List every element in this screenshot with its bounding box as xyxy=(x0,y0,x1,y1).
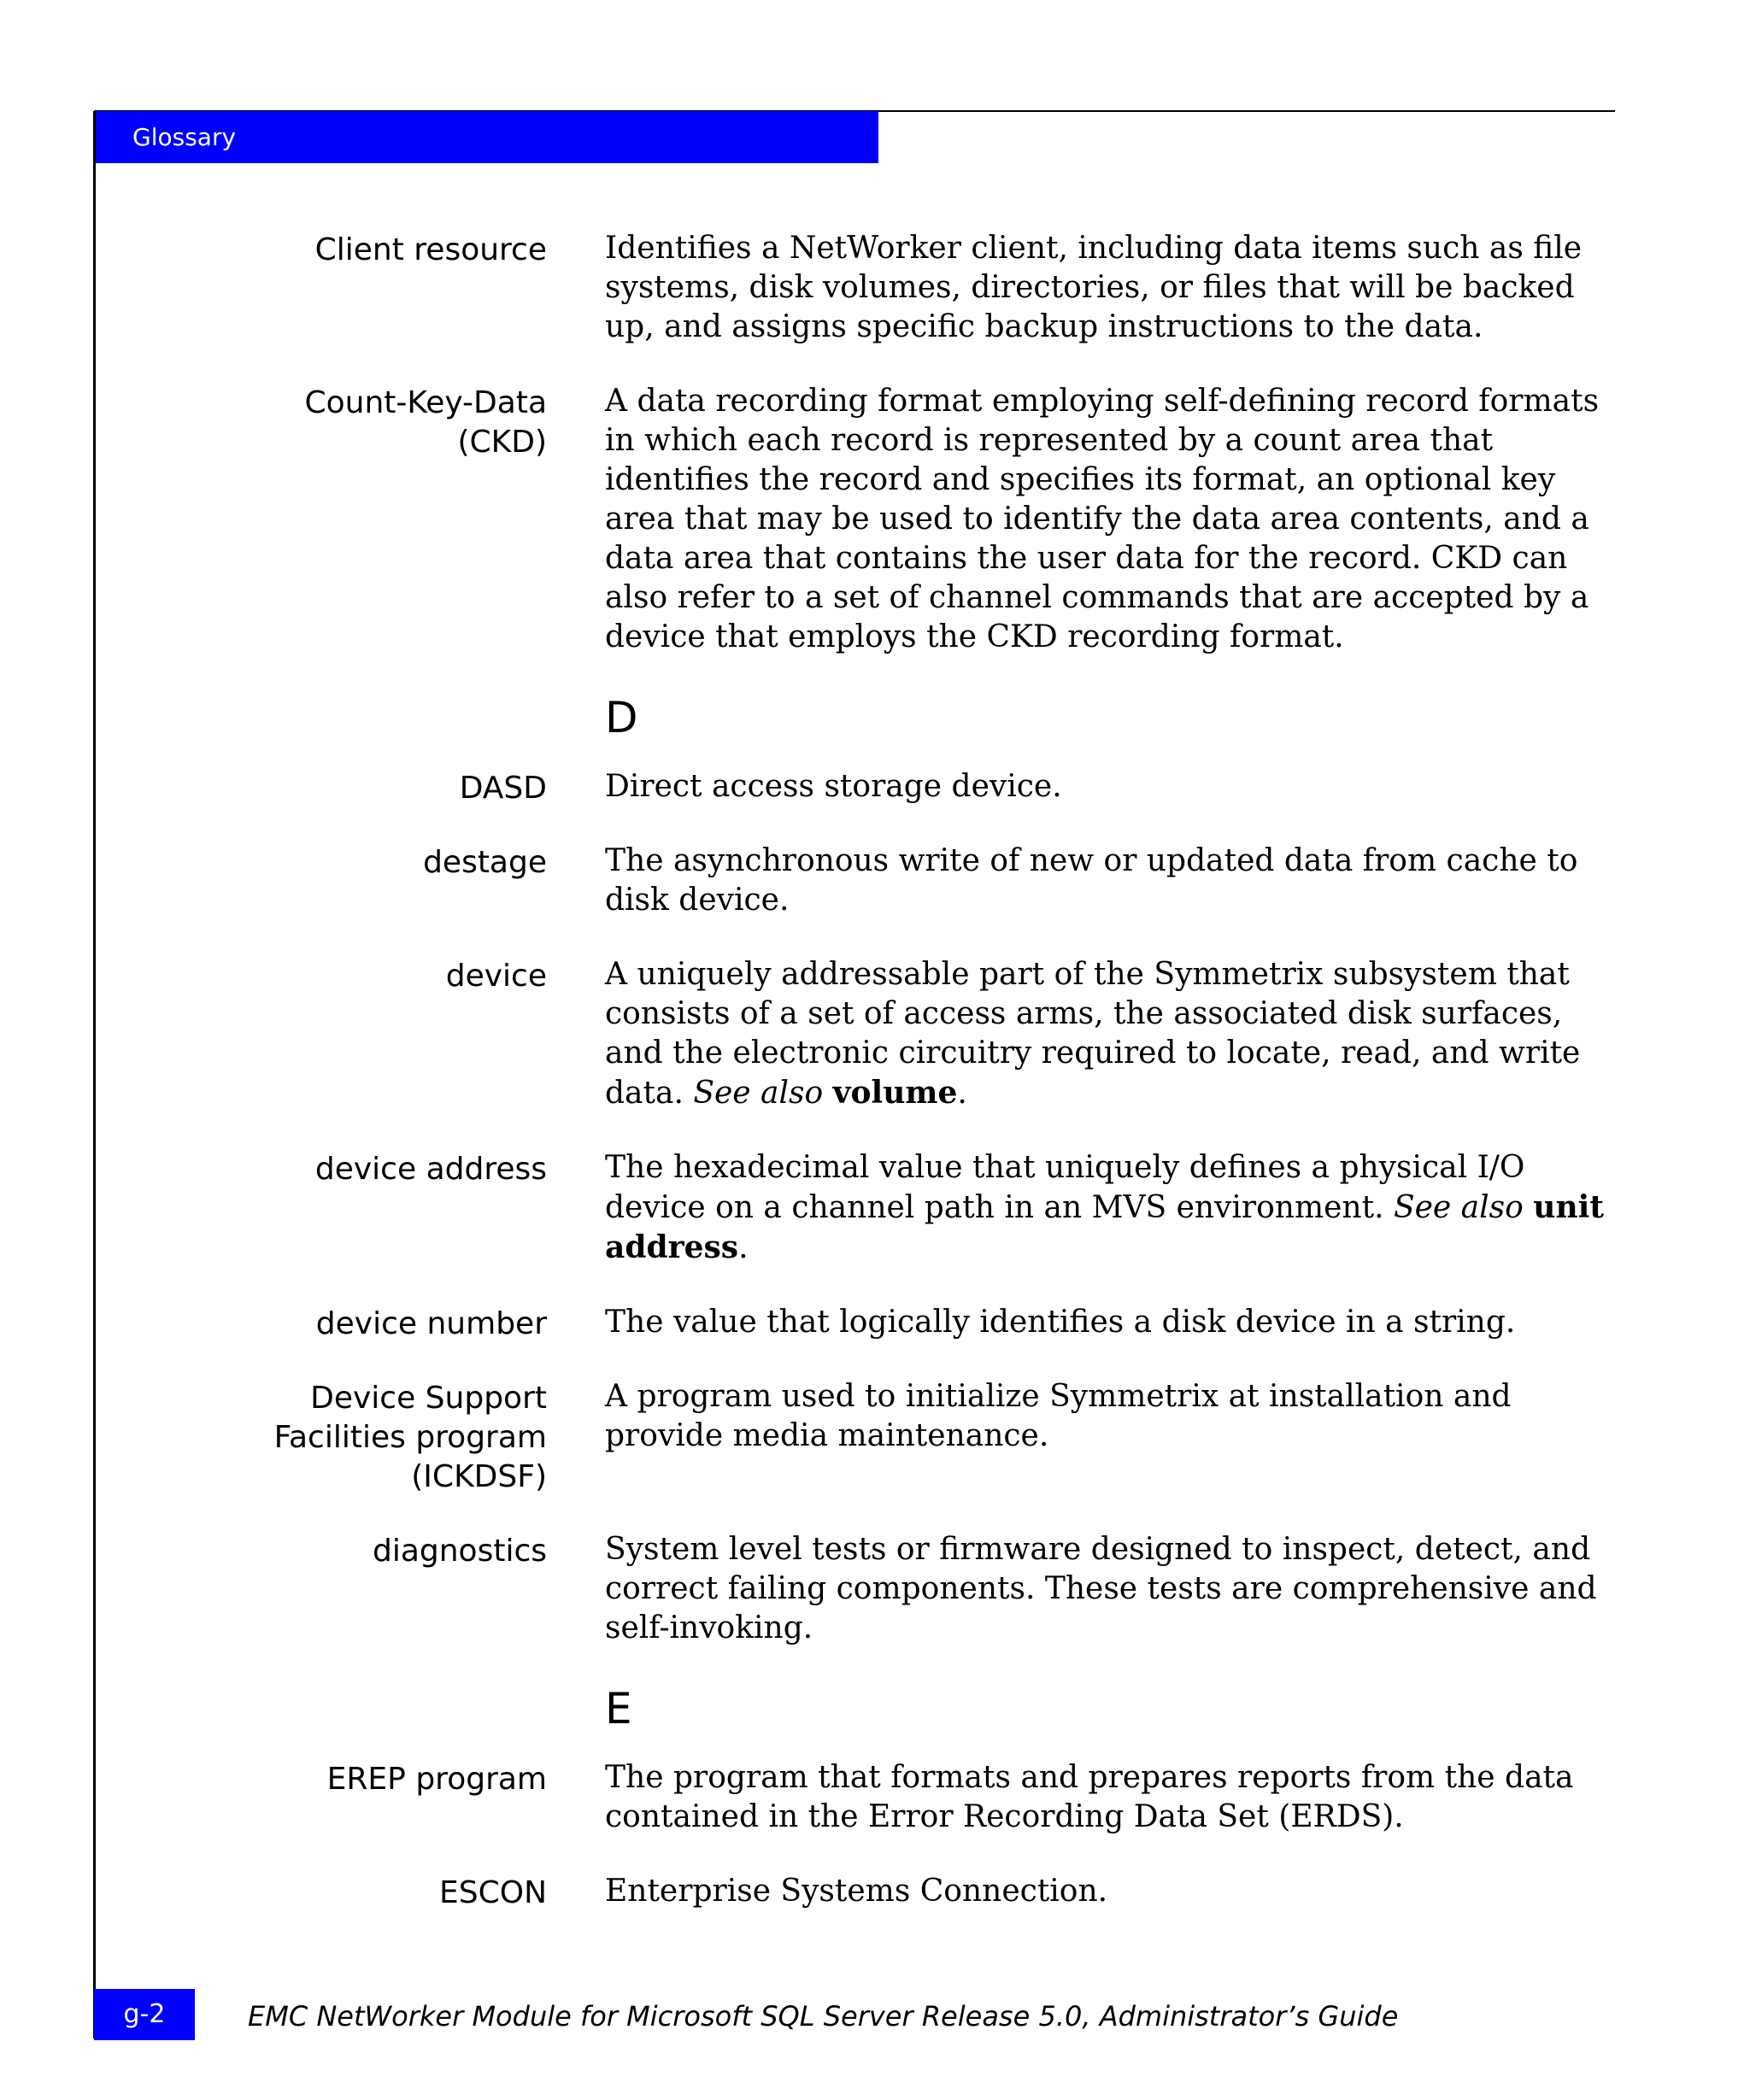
definition-text: The hexadecimal value that uniquely defines a physical I/O device on a channel path in an MVS environment. xyxy=(605,1150,1525,1225)
glossary-definition: Identifies a NetWorker client, including data items such as file systems, disk volumes, directories, or files that will be backed up, and assigns specific backup instructions to the data. xyxy=(605,231,1583,344)
glossary-term: destage xyxy=(423,845,547,880)
glossary-definition: The value that logically identifies a disk device in a string. xyxy=(605,1305,1516,1340)
cross-reference: volume xyxy=(832,1075,958,1111)
glossary-definition xyxy=(605,1148,1605,1268)
glossary-entry-dasd xyxy=(0,767,1750,807)
glossary-term xyxy=(305,384,547,462)
glossary-term: DASD xyxy=(459,771,547,806)
definition-end: . xyxy=(957,1076,967,1111)
glossary-entry-erep xyxy=(0,1758,1750,1837)
page-number: g-2 xyxy=(123,1999,166,2029)
glossary-definition: A data recording format employing self-defining record formats in which each record is represented by a count area that identifies the record and specifies its format, an optional key area that may be used to identify the data area contents, and a data area that contains the user data for the record. CKD can also refer to a set of channel commands that are accepted by a device that employs the CKD recording format. xyxy=(605,384,1600,654)
glossary-term: device xyxy=(445,959,547,994)
glossary-term: device address xyxy=(314,1152,547,1187)
glossary-definition: The asynchronous write of new or updated data from cache to disk device. xyxy=(605,843,1578,918)
definition-end: . xyxy=(738,1230,749,1265)
term-line: Count-Key-Data xyxy=(304,385,547,420)
section-header xyxy=(94,111,878,163)
glossary-definition: A program used to initialize Symmetrix at installation and provide media maintenance. xyxy=(605,1379,1512,1453)
footer-document-title: EMC NetWorker Module for Microsoft SQL Server Release 5.0, Administrator’s Guide xyxy=(248,2000,1399,2033)
glossary-entry-device xyxy=(0,955,1750,1113)
section-letter-d: D xyxy=(605,693,638,742)
cross-reference: unit address xyxy=(605,1189,1604,1265)
glossary-definition xyxy=(605,955,1605,1113)
glossary-entry-client-resource xyxy=(0,229,1750,347)
glossary-entry-device-number xyxy=(0,1303,1750,1342)
section-letter-e: E xyxy=(605,1684,632,1733)
glossary-term: ESCON xyxy=(439,1875,547,1910)
definition-text: A uniquely addressable part of the Symmetrix subsystem that consists of a set of access arms, the associated disk surfaces, and the electronic circuitry required to locate, read, and write data. xyxy=(605,957,1581,1111)
glossary-entry-ickdsf xyxy=(0,1377,1750,1495)
glossary-definition: Direct access storage device. xyxy=(605,769,1062,804)
glossary-definition: System level tests or firmware designed to inspect, detect, and correct failing components. These tests are comprehensive and self-invoking. xyxy=(605,1532,1597,1645)
page-number-badge xyxy=(94,1989,195,2040)
glossary-term: EREP program xyxy=(326,1762,547,1797)
term-line: (ICKDSF) xyxy=(411,1459,547,1494)
glossary-term: Client resource xyxy=(314,232,547,267)
term-line: (CKD) xyxy=(457,425,547,460)
glossary-entry-ckd xyxy=(0,382,1750,657)
glossary-entry-diagnostics xyxy=(0,1530,1750,1648)
glossary-definition: The program that formats and prepares reports from the data contained in the Error Recording Data Set (ERDS). xyxy=(605,1760,1574,1834)
term-line: Facilities program xyxy=(273,1420,547,1455)
glossary-term xyxy=(274,1379,547,1497)
glossary-entry-destage xyxy=(0,842,1750,920)
glossary-term: diagnostics xyxy=(372,1534,547,1569)
glossary-entry-device-address xyxy=(0,1148,1750,1268)
glossary-definition: Enterprise Systems Connection. xyxy=(605,1874,1108,1909)
section-title: Glossary xyxy=(132,123,237,151)
glossary-term: device number xyxy=(315,1306,547,1341)
glossary-entry-escon xyxy=(0,1872,1750,1911)
see-also-label: See also xyxy=(693,1076,824,1111)
term-line: Device Support xyxy=(310,1381,547,1416)
glossary-list xyxy=(0,229,1750,1946)
see-also-label: See also xyxy=(1393,1190,1524,1225)
